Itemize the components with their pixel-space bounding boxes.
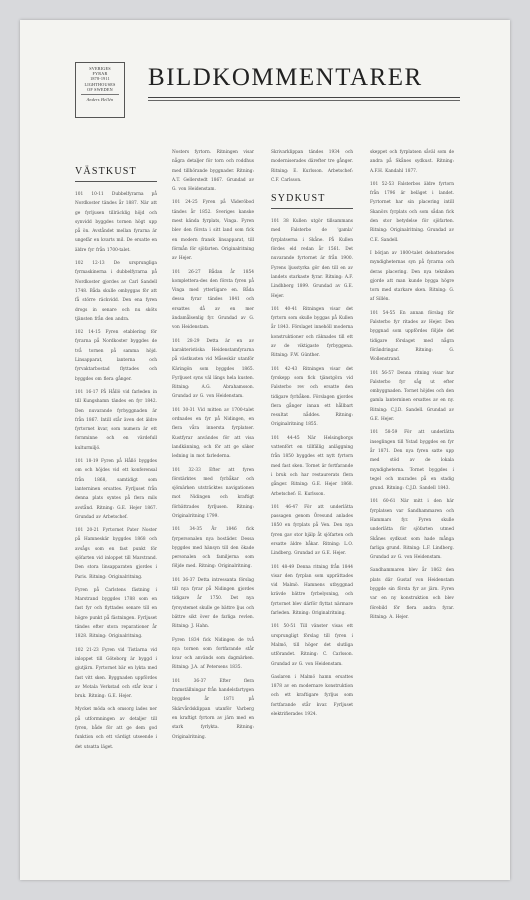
title-rule: [148, 97, 460, 98]
logo-line: OF SWEDEN: [87, 86, 113, 92]
paragraph: 101 26-27 Bådan år 1854 komplettera-des den första fyren på Vinga med ytterligare en. Båda dessa fyrar tändes 1841 och ersattes då av en mer ändamålsenlig fyr. Grundad av G. von Heidenstam.: [172, 269, 254, 331]
paragraph: 101 16-17 På Hållö vid farleden in till Kungshamn tändes en fyr 1842. Den nuvarande fyrbyggnaden är från 1867. Intill står även det äldre fyrtornet kvar, som numera är ett fornminne och en värdefull kulturmiljö.: [75, 389, 157, 451]
paragraph: 101 40-41 Ritningen visar det fyrtorn som skulle byggas på Kullen år 1843. Förslaget innehöll moderna konstruktioner och räknades till ett av de viktigaste fyrbyggena. Ritning: F.W. Günther.: [271, 306, 353, 359]
paragraph: 101 60-61 När mitt i den här fyrplatsen var Sandhammaren och Hammars fyr. Fyren skulle underlätta för sjöfarten utmed Skånes sydkust som hade många farliga grund. Ritning: L.F. Lindberg. Grundad av G. von Heidenstam.: [370, 499, 454, 561]
paragraph-list: [271, 148, 353, 719]
paragraph: 101 48-49 Denna ritning från 1844 visar den fyrplan som upprättades vid Malmö. Hamnens utbyggnad krävde bättre fyrbelysning, och fyrtornet blev därför flyttat närmare farleden. Ritning: Originalritning.: [271, 564, 353, 617]
paragraph: Fyren 1834 fick Nidingen de två nya tornen som fortfarande står kvar och används som dagmärken. Ritning: J.A. af Petersens 1835.: [172, 637, 254, 671]
text-column-2: [172, 148, 254, 868]
paragraph: I början av 1800-talet debatterades myndigheternas syn på fyrarna och deras placering. Den nya tekniken gjorde att man kunde bygga högre torn med starkare sken. Ritning: G. af Sillén.: [370, 250, 454, 303]
text-column-1: [75, 148, 157, 868]
publication-logo: [75, 62, 125, 118]
paragraph: 101 28-29 Detta är en av karakteristiska Heidenstamfyrarna på västkusten vid Måseskär utanför Käringön som byggdes 1865. Fyrljuset syns väl längs hela kusten. Ritning: A.G. Abrahamsson. Grundad av G. von Heidenstam.: [172, 338, 254, 400]
paragraph: 101 50-51 Till vänster visas ett ursprungligt förslag till fyren i Malmö, till höger det slutliga utförandet. Ritning: C. Carlsson. Grundad av G. von Heidenstam.: [271, 624, 353, 667]
logo-signature: Anders Hellén: [86, 97, 114, 103]
paragraph: 101 46-47 För att underlätta passagen genom Öresund anlades 1850 en fyrplats på Ven. Den nya fyren gav stor hjälp åt sjöfarten och ersatte äldre båkar. Ritning: L.O. Lindberg. Grundad av G.E. Hejer.: [271, 504, 353, 557]
logo-line: 1878-1911: [90, 76, 110, 82]
paragraph: 101 30-31 Vid mitten av 1700-talet ordnades en fyr på Nidingen, en flera våra innersta fyrplatser. Kustfyrar användes för att visa landkänning, och för att ge säker ledning in mot farlederna.: [172, 407, 254, 460]
paragraph: Nosters fyrtorn. Ritningen visar några detaljer för torn och roddhus med tillhörande byggnader. Ritning: A.T. Gellerstedt 1867. Grundad av G. von Heidenstam.: [172, 150, 254, 193]
document-sheet: [20, 20, 510, 880]
paragraph: 101 44-45 När Helsingborgs vattenfört en tillfällig anläggning från 1850 byggdes ett nytt fyrtorn med fast sken. Tornet är fortfarande i bruk och har restaurerats flera gånger. Ritning: G.E. Hejer 1868. Arbetschef: E. Kurlsson.: [271, 435, 353, 497]
paragraph-list: [370, 148, 454, 622]
paragraph: 102 14-15 Fyren etablering för fyrarna på Nordkoster byggdes de två tornen på samma höjd. Linsapparat, lanterna och fyrvaktarbostad flyttades och byggdes om flera gånger.: [75, 330, 157, 382]
paragraph-list: [75, 190, 157, 752]
paragraph-list: [172, 148, 254, 742]
paragraph: 101 54-55 En annan förslag för Falsterbo fyr ritades av Hejer. Den byggnad som uppfördes följde det tidigare förslaget med några förändringar. Ritning: G. Wollenstrand.: [370, 310, 454, 363]
paragraph: Gaslaren i Malmö hamn ersattes 1878 av en modernare konstruktion och ett kraftigare fyrljus som fortfarande står kvar. Fyrljuset elektrifierades 1924.: [271, 674, 353, 718]
paragraph: 101 42-43 Ritningen visar det fyrskepp som fick tjänstgöra vid Falsterbo rev och ersatte den tidigare fyrbåken. Förslagen gjordes flera gånger innan ett hållbart resultat nåddes. Ritning: Originalritning 1855.: [271, 366, 353, 428]
paragraph: skeppet och fyrplatsen såväl som de andra på Skånes sydkust. Ritning: A.F.H. Kandahl 1877.: [370, 150, 454, 174]
logo-divider: [81, 94, 119, 95]
paragraph: 101 24-25 Fyren på Väderöbod tändes år 1852. Sveriges kanske mest kända fyrplats, Vinga. Fyren blev den första i sitt land som fick en modern fransk linsapparat, till förmån för sjöfarten. Originalritning av Hejer.: [172, 200, 254, 262]
page-title: BILDKOMMENTARER: [148, 64, 423, 91]
paragraph: 101 34-35 År 1846 fick fyrpersonalen nya bostäder. Dessa byggdes med hänsyn till den ökade personalen och familjerna som följde med. Ritning: Originalritning.: [172, 527, 254, 570]
paragraph: Fyren på Carlstens fästning i Marstrand byggdes 1788 som en fast fyr och flyttades senare till en högre punkt på fästningen. Fyrljuset tändes efter stora reparationer år 1828. Ritning: Originalritning.: [75, 587, 157, 640]
paragraph: 101 52-53 Falsterbos äldre fyrtorn från 1796 är beläget i landet. Fyrtornet har sin placering intill Skanörs fyrplats och som sådan fick den stor betydelse för sjöfarten. Ritning: Originalritning. Grundad av C.E. Sandell.: [370, 181, 454, 243]
logo-line: FYRAR: [92, 71, 108, 77]
section-title-sydkust: SYDKUST: [271, 193, 353, 209]
paragraph: 101 20-21 Fyrtornet Pater Noster på Hamneskär byggdes 1868 och avsågs som en fast punkt för sjöfarten vid inloppet till Marstrand. Den stora linsapparaten gjordes i Paris. Ritning: Originalritning.: [75, 528, 157, 580]
paragraph: 101 32-33 Efter att fyren förstärktes med fyrbåkar och sjömärken utsträcktes navigationen mot Nidingen och kraftigt förbättrades fyrljusen. Ritning: Originalritning 1799.: [172, 467, 254, 519]
paragraph: 101 10-11 Dubbelfyrarna på Nordkoster tändes år 1887. När att ge fyrljusen tillräcklig höjd och synvidd byggdes tornen högt upp på ön. Avståndet mellan fyrarna är ungefär en kvarts mil. De ersatte en äldre fyr från 1700-talet.: [75, 192, 157, 253]
text-column-4: [370, 148, 454, 868]
title-rule: [148, 100, 460, 101]
paragraph: 101 58-59 För att underlätta inseglingen till Ystad byggdes en fyr år 1871. Den nya fyren satte upp med stöd av de lokala myndigheterna. Tornet byggdes i tegel och murades på en stadig grund. Ritning: C.J.D. Sandell 1843.: [370, 430, 454, 492]
section-title-vastkust: VÄSTKUST: [75, 166, 157, 182]
paragraph: 101 36-37 Efter flera framställningar från handelsfartygen byggdes år 1871 på Skärvårdsklippan utanför Varberg en kraftigt fyrtorn av järn med en stark fyrlykta. Ritning: Originalritning.: [172, 678, 254, 740]
paragraph: 101 36-37 Detta intressanta förslag till nya fyrar på Nidingen gjordes tidigare år 1750. Det nya fyrsystemet skulle ge bättre ljus och bättre sikt över de farliga revlen. Ritning: J. Hahn.: [172, 577, 254, 630]
paragraph: 102 21-23 Fyren vid Tistlarna vid inloppet till Göteborg är byggd i gjutjärn. Fyrtornet bär en lykta med fast vitt sken. Byggnaden uppfördes av Motala Verkstad och står kvar i bruk. Ritning: G.E. Hejer.: [75, 647, 157, 700]
paragraph: 101 56-57 Denna ritning visar hur Falsterbo fyr såg ut efter ombyggnaden. Tornet höjdes och den gamla lanterninen ersattes av en ny. Ritning: C.J.D. Sandell. Grundad av G.E. Hejer.: [370, 370, 454, 423]
paragraph: 101 18-19 Fyren på Hållö byggdes om och höjdes vid ett konferensal från 1868, samtidigt som lanterninen ersattes. Fyrljuset från denna plats syntes på flera mils avstånd. Ritning: G.E. Hejer 1867. Grundad av Arbetschef.: [75, 459, 157, 520]
paragraph: Sandhammaren blev år 1862 den plats där Gustaf von Heidenstam byggde sin första fyr av järn. Fyren var en ny konstruktion och blev förebild för flera andra fyrar. Ritning: A. Hejer.: [370, 568, 454, 620]
paragraph: Skrivarklippan tändes 1934 och moderniserades därefter tre gånger. Ritning: E. Kurlsson. Arbetschef: C.F. Carlsson.: [271, 150, 353, 183]
text-column-3: [271, 148, 353, 868]
paragraph: 102 12-13 De ursprungliga fyrmaskinerna i dubbelfyrarna på Nordkoster gjordes av Carl Sandell 1748. Båda skulle ombyggas för att få större räckvidd. Den ena fyren drogs in senare och nu sköts tjänsten från den andra.: [75, 261, 157, 322]
logo-line: SVERIGES: [89, 66, 111, 71]
logo-line: LIGHTHOUSES: [84, 81, 116, 87]
paragraph: Mycket möda och omsorg lades ner på utformningen av detaljer till fyren, både för att ge dem god funktion och ett värdigt utseende i det utsatta läget.: [75, 707, 157, 750]
paragraph: 101 38 Kullen utgör tillsammans med Falsterbo de 'gamla' fyrplatserna i Skåne. På Kullen fördes eld redan år 1561. Det nuvarande fyrtornet är från 1900. Fyrens ljusstyrka gör den till en av landets starkaste fyrar. Ritning: A.F. Lindhberg 1899. Grundad av G.E. Hejer.: [271, 219, 353, 299]
